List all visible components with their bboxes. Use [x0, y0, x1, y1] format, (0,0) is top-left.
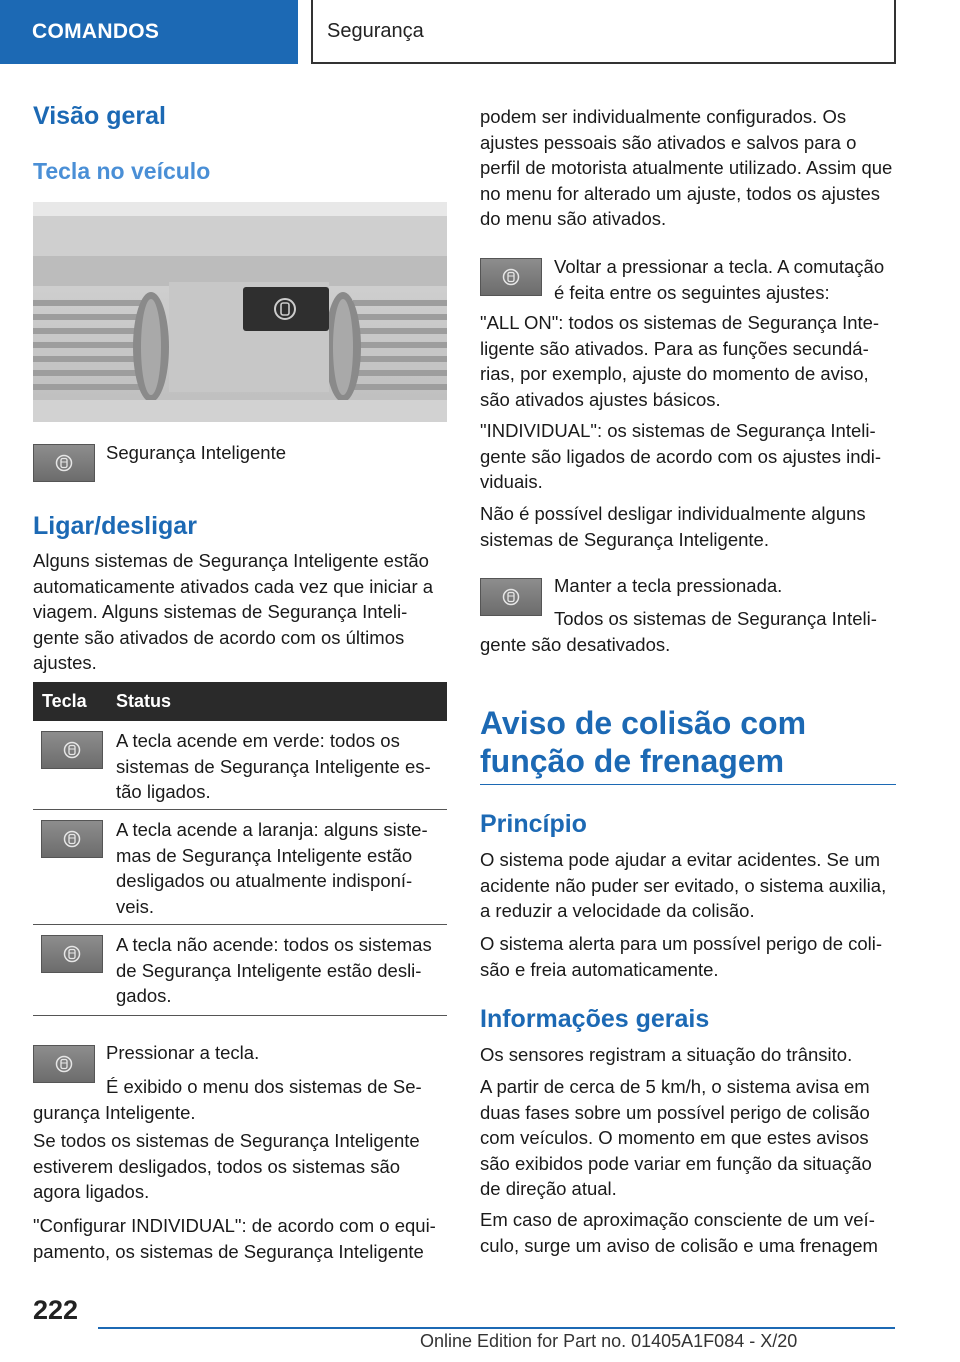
intelligent-safety-key-icon	[62, 829, 82, 849]
status-cell: A tecla acende em verde: todos os sistemas de Segurança Inteligente es-tão ligados.	[116, 730, 431, 802]
paragraph-on-off: Alguns sistemas de Segurança Inteligente estão automaticamente ativados cada vez que iniciar a viagem. Alguns sistemas de Segurança Inteli-gente são ativados de acordo com os últimos ajustes.	[33, 550, 434, 673]
table-row	[33, 810, 447, 925]
heading-on-off: Ligar/desligar	[33, 512, 197, 540]
heading-general-info: Informações gerais	[480, 1005, 710, 1033]
paragraph-info-1: Os sensores registram a situação do trânsito.	[480, 1044, 853, 1065]
chapter-label: COMANDOS	[32, 20, 160, 43]
section-tab	[311, 0, 896, 64]
key-image	[480, 258, 542, 296]
chapter-tab	[0, 0, 298, 64]
paragraph-info-2: A partir de cerca de 5 km/h, o sistema avisa em duas fases sobre um possível perigo de colisão com veículos. O momento em que estes avisos são exibidos pode variar em função da situação de direção atual.	[480, 1076, 872, 1199]
heading-overview: Visão geral	[33, 102, 166, 130]
page-number: 222	[33, 1295, 79, 1325]
footer-rule	[98, 1327, 895, 1329]
table-header	[33, 682, 447, 721]
intelligent-safety-key-icon	[62, 944, 82, 964]
press-again-instruction: Voltar a pressionar a tecla. A comutação é feita entre os seguintes ajustes:	[554, 256, 885, 303]
column-header-status: Status	[116, 691, 172, 711]
hold-key-instruction: Manter a tecla pressionada.	[554, 575, 783, 596]
paragraph-all-on: "ALL ON": todos os sistemas de Segurança Inte-ligente são ativados. Para as funções secundá-rias, por exemplo, ajuste do momento de aviso, são ativados ajustes básicos.	[480, 312, 880, 410]
status-cell: A tecla não acende: todos os sistemas de Segurança Inteligente estão desli-gados.	[116, 934, 432, 1006]
status-table	[33, 682, 447, 1016]
intelligent-safety-key-icon	[54, 1054, 74, 1074]
paragraph-individual: "INDIVIDUAL": os sistemas de Segurança Inteli-gente são ligados de acordo com os ajustes indi-viduais.	[480, 420, 882, 492]
paragraph-continued: podem ser individualmente configurados. Os ajustes pessoais são ativados e salvos para o perfil de motorista atualmente utilizado. Assim que no menu for alterado um ajuste, todos os ajustes do menu são ativados.	[480, 106, 893, 229]
table-row	[33, 721, 447, 810]
press-key-instruction: Pressionar a tecla.	[106, 1042, 260, 1063]
hold-key-result: Todos os sistemas de Segurança Inteli-gente são desativados.	[480, 608, 877, 655]
key-image	[33, 444, 95, 482]
table-row	[33, 925, 447, 1016]
heading-key-in-vehicle: Tecla no veículo	[33, 158, 211, 184]
intelligent-safety-key-icon	[501, 267, 521, 287]
paragraph-all-off: Se todos os sistemas de Segurança Inteligente estiverem desligados, todos os sistemas são agora ligados.	[33, 1130, 420, 1202]
paragraph-info-3: Em caso de aproximação consciente de um veí-culo, surge um aviso de colisão e uma frenagem	[480, 1209, 878, 1256]
paragraph-not-possible: Não é possível desligar individualmente alguns sistemas de Segurança Inteligente.	[480, 503, 866, 550]
key-image	[41, 935, 103, 973]
paragraph-principle-1: O sistema pode ajudar a evitar acidentes. Se um acidente não puder ser evitado, o sistema auxilia, a reduzir a velocidade da colisão.	[480, 849, 887, 921]
section-label: Segurança	[327, 19, 424, 42]
paragraph-configure-individual: "Configurar INDIVIDUAL": de acordo com o equi-pamento, os sistemas de Segurança Inteligente	[33, 1215, 436, 1262]
heading-principle: Princípio	[480, 810, 587, 838]
heading-collision-warning: Aviso de colisão com função de frenagem	[480, 705, 807, 779]
paragraph-principle-2: O sistema alerta para um possível perigo de coli-são e freia automaticamente.	[480, 933, 883, 980]
intelligent-safety-key-icon	[501, 587, 521, 607]
heading-underline	[480, 784, 896, 785]
column-header-key: Tecla	[42, 691, 87, 711]
intelligent-safety-key-icon	[54, 453, 74, 473]
press-key-result: É exibido o menu dos sistemas de Se-gurança Inteligente.	[33, 1076, 422, 1123]
vehicle-key-photo	[33, 202, 447, 422]
intelligent-safety-key-icon	[62, 740, 82, 760]
key-image	[41, 731, 103, 769]
key-image	[41, 820, 103, 858]
edition-footer: Online Edition for Part no. 01405A1F084 - X/20	[420, 1331, 798, 1351]
key-caption: Segurança Inteligente	[106, 442, 286, 463]
status-cell: A tecla acende a laranja: alguns siste-mas de Segurança Inteligente estão desligados ou atualmente indisponí-veis.	[116, 819, 428, 917]
